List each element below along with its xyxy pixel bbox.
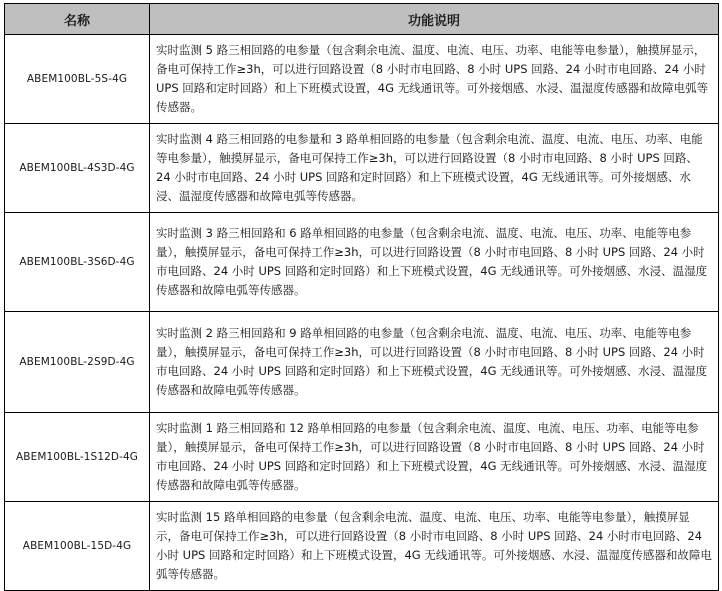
table-row	[5, 413, 719, 502]
description-cell: 实时监测 15 路单相回路的电参量（包含剩余电流、温度、电流、电压、功率、电能等电参量），触摸屏显示，备电可保持工作≥3h，可以进行回路设置（8 小时市电回路、8 小时 UPS 回路、24 小时市电回路、24 小时 UPS 回路和定时回路）和上下班模式设置，4G 无线通讯等。可外接烟感、水浸、温湿度传感器和故障电弧等传感器。	[150, 502, 719, 591]
model-cell: ABEM100BL-2S9D-4G	[5, 312, 150, 413]
spec-table	[4, 3, 719, 591]
header-name: 名称	[5, 4, 150, 35]
spec-table-container	[4, 3, 719, 591]
model-cell: ABEM100BL-5S-4G	[5, 35, 150, 124]
table-header-row	[5, 4, 719, 35]
description-cell: 实时监测 2 路三相回路和 9 路单相回路的电参量（包含剩余电流、温度、电流、电压、功率、电能等电参量），触摸屏显示，备电可保持工作≥3h，可以进行回路设置（8 小时市电回路、8 小时 UPS 回路、24 小时市电回路、24 小时 UPS 回路和定时回路）和上下班模式设置，4G 无线通讯等。可外接烟感、水浸、温湿度传感器和故障电弧等传感器。	[150, 312, 719, 413]
model-cell: ABEM100BL-4S3D-4G	[5, 124, 150, 213]
table-row	[5, 213, 719, 312]
model-cell: ABEM100BL-15D-4G	[5, 502, 150, 591]
table-row	[5, 124, 719, 213]
description-cell: 实时监测 1 路三相回路和 12 路单相回路的电参量（包含剩余电流、温度、电流、电压、功率、电能等电参量），触摸屏显示，备电可保持工作≥3h，可以进行回路设置（8 小时市电回路、8 小时 UPS 回路、24 小时市电回路、24 小时 UPS 回路和定时回路）和上下班模式设置，4G 无线通讯等。可外接烟感、水浸、温湿度传感器和故障电弧等传感器。	[150, 413, 719, 502]
table-row	[5, 35, 719, 124]
description-cell: 实时监测 3 路三相回路和 6 路单相回路的电参量（包含剩余电流、温度、电流、电压、功率、电能等电参量），触摸屏显示，备电可保持工作≥3h，可以进行回路设置（8 小时市电回路、8 小时 UPS 回路、24 小时市电回路、24 小时 UPS 回路和定时回路）和上下班模式设置，4G 无线通讯等。可外接烟感、水浸、温湿度传感器和故障电弧等传感器。	[150, 213, 719, 312]
header-function: 功能说明	[150, 4, 719, 35]
description-cell: 实时监测 5 路三相回路的电参量（包含剩余电流、温度、电流、电压、功率、电能等电参量），触摸屏显示，备电可保持工作≥3h，可以进行回路设置（8 小时市电回路、8 小时 UPS 回路、24 小时市电回路、24 小时 UPS 回路和定时回路）和上下班模式设置，4G 无线通讯等。可外接烟感、水浸、温湿度传感器和故障电弧等传感器。	[150, 35, 719, 124]
model-cell: ABEM100BL-1S12D-4G	[5, 413, 150, 502]
table-row	[5, 502, 719, 591]
model-cell: ABEM100BL-3S6D-4G	[5, 213, 150, 312]
description-cell: 实时监测 4 路三相回路的电参量和 3 路单相回路的电参量（包含剩余电流、温度、电流、电压、功率、电能等电参量），触摸屏显示，备电可保持工作≥3h，可以进行回路设置（8 小时市电回路、8 小时 UPS 回路、24 小时市电回路、24 小时 UPS 回路和定时回路）和上下班模式设置，4G 无线通讯等。可外接烟感、水浸、温湿度传感器和故障电弧等传感器。	[150, 124, 719, 213]
table-row	[5, 312, 719, 413]
